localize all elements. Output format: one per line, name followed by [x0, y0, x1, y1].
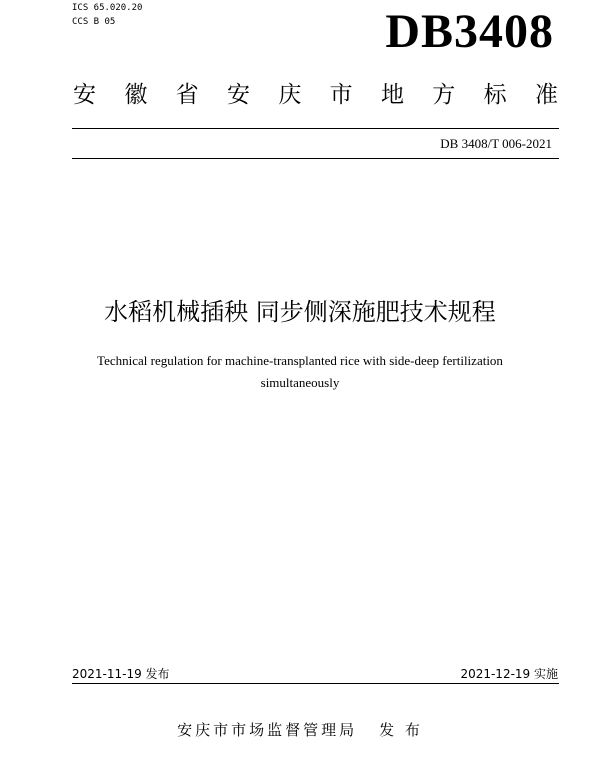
number-divider [72, 158, 559, 159]
ics-code: ICS 65.020.20 [72, 3, 143, 13]
issuing-action: 发 布 [379, 721, 423, 739]
document-title-cn: 水稻机械插秧 同步侧深施肥技术规程 [104, 298, 496, 326]
standard-number: DB 3408/T 006-2021 [440, 136, 552, 151]
heading-char: 徽 [124, 82, 148, 108]
heading-char: 市 [329, 82, 353, 108]
issuing-authority-name: 安庆市市场监督管理局 [177, 721, 358, 739]
local-standard-heading [73, 80, 558, 110]
document-title-en-line2: simultaneously [260, 375, 340, 390]
heading-char: 地 [380, 82, 404, 108]
top-divider [72, 128, 559, 129]
heading-char: 准 [534, 82, 558, 108]
standard-code-logo: DB3408 [385, 5, 554, 58]
heading-char: 安 [73, 82, 96, 108]
ccs-code: CCS B 05 [72, 17, 116, 27]
heading-char: 庆 [278, 82, 302, 108]
implementation-date: 2021-12-19 实施 [460, 667, 558, 681]
bottom-divider [72, 683, 559, 684]
heading-char: 标 [483, 82, 507, 108]
heading-char: 方 [432, 82, 456, 108]
issuing-authority [0, 720, 600, 740]
heading-char: 安 [226, 82, 250, 108]
publish-date: 2021-11-19 发布 [72, 667, 170, 681]
document-title-en-line1: Technical regulation for machine-transplanted rice with side-deep fertilization [97, 353, 503, 368]
heading-char: 省 [175, 82, 199, 108]
